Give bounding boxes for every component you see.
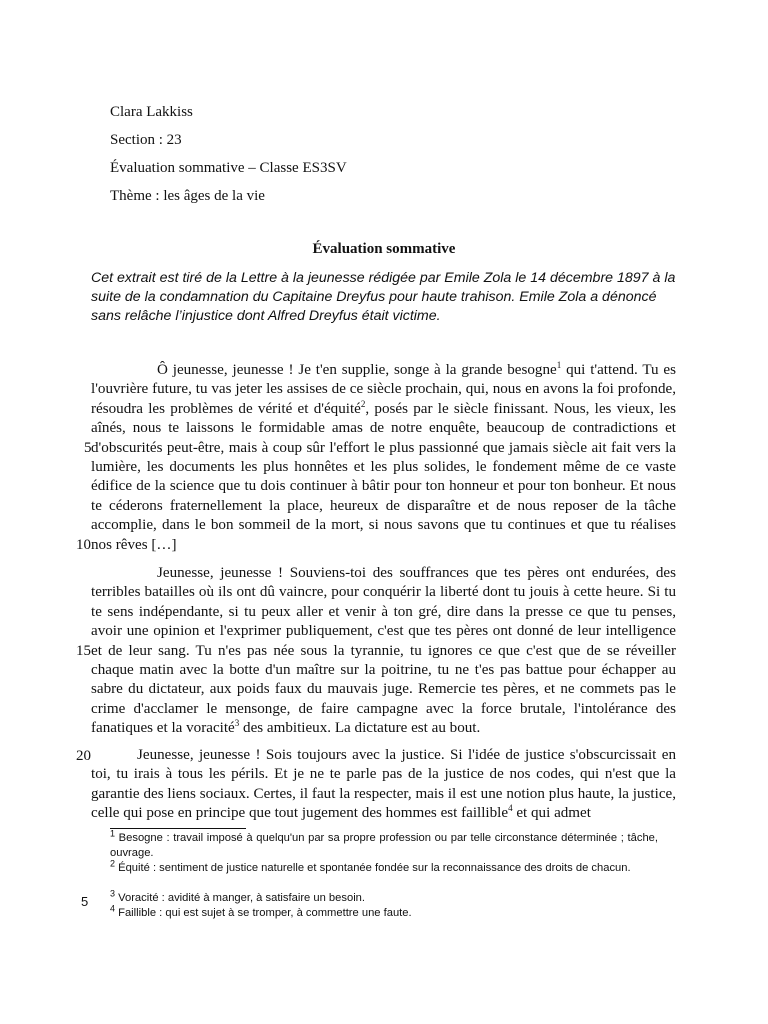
footnote-ref-1: 1 bbox=[556, 359, 562, 370]
p2-text-a: Jeunesse, jeunesse ! Souviens-toi des souffrances que tes pères ont endurées, des terribles batailles où ils ont dû vaincre, pour conquérir la liberté dont tu jouis à cette heure. Si tu te sens indépendante, si tu peux aller et venir à ton gré, dire dans la presse ce que tu penses, avoir une opinion et l'exprimer publiquement, c'est que tes pères ont donné de leur intelligence et de leur sang. Tu n'es pas née sous la tyrannie, tu ignores ce que c'est que de se réveiller chaque matin avec la botte d'un maître sur la poitrine, tu ne t'es pas battue pour échapper au sabre du dictateur, aux poids faux du mauvais juge. Remercie tes pères, et ne commets pas le crime d'acclamer le mensonge, de faire campagne avec la force brutale, l'intolérance des fanatiques et la voracité bbox=[91, 565, 676, 737]
p1-text-b: qui t'attend. Tu es l'ouvrière future, tu vas jeter les assises de ce siècle prochain, qui, nous en avons la foi profonde, résoudra les problèmes de vérité et d'équité bbox=[91, 362, 676, 417]
footnote-3: $^3$ Voracité : avidité à manger, à satisfaire un besoin. bbox=[110, 888, 366, 904]
paragraph-1 bbox=[91, 361, 676, 555]
theme-label: Thème : les âges de la vie bbox=[110, 188, 265, 204]
page-title: Évaluation sommative bbox=[312, 241, 456, 257]
footnote-4: $^4$ Faillible : qui est sujet à se tromper, à commettre une faute. bbox=[110, 903, 412, 919]
p1-text-c: , posés par le siècle finissant. Nous, les vieux, les aînés, nous te laissons le formidable amas de notre enquête, beaucoup de contradictions et d'obscurités peut-être, mais à coup sûr l'effort le plus passionné que jamais siècle ait fait vers la lumière, les documents les plus honnêtes et les plus solides, le fondement même de ce vaste édifice de la science que tu dois continuer à bâtir pour ton honneur et pour ton bonheur. Et nous te céderons fraternellement la place, heureux de disparaître et de nous reposer de la tâche accomplie, dans le bon sommeil de la mort, si nous savons que tu continues et que tu réalises nos rêves […] bbox=[91, 400, 677, 553]
p1-text-a: Ô jeunesse, jeunesse ! Je t'en supplie, songe à la grande besogne bbox=[157, 362, 557, 378]
footnote-ref-2: 2 bbox=[360, 398, 366, 409]
intro-text: Cet extrait est tiré de la Lettre à la jeunesse rédigée par Emile Zola le 14 décembre 1897 à la suite de la condamnation du Capitaine Dreyfus pour haute trahison. Emile Zola a dénoncé sans relâche l’injustice dont Alfred Dreyfus était victime. bbox=[91, 270, 676, 324]
line-number-15: 15 bbox=[76, 643, 91, 659]
student-name: Clara Lakkiss bbox=[110, 104, 193, 120]
paragraph-2 bbox=[91, 564, 676, 739]
evaluation-label: Évaluation sommative – Classe ES3SV bbox=[110, 160, 347, 176]
footnote-line-number-5: 5 bbox=[81, 894, 89, 909]
section-label: Section : 23 bbox=[110, 132, 182, 148]
p2-text-b: des ambitieux. La dictature est au bout. bbox=[239, 720, 481, 737]
line-number-5: 5 bbox=[84, 440, 92, 456]
footnote-1: $^1$ Besogne : travail imposé à quelqu'un par sa propre profession ou par telle circonstance déterminée ; tâche, ouvrage. bbox=[110, 828, 658, 859]
footnote-2: $^2$ Équité : sentiment de justice naturelle et spontanée fondée sur la reconnaissance des droits de chacun. bbox=[110, 858, 631, 874]
footnote-ref-3: 3 bbox=[234, 718, 240, 729]
paragraph-3 bbox=[91, 746, 676, 824]
line-number-10: 10 bbox=[76, 537, 91, 553]
line-number-20: 20 bbox=[76, 748, 91, 764]
footnote-separator bbox=[110, 828, 246, 829]
p3-text-a: Jeunesse, jeunesse ! Sois toujours avec la justice. Si l'idée de justice s'obscurcissait en toi, tu irais à tous les périls. Et je ne te parle pas de la justice de nos codes, qui n'est que la garantie des liens sociaux. Certes, il faut la respecter, mais il est une notion plus haute, la justice, celle qui pose en principe que tout jugement des hommes est faillible bbox=[91, 747, 676, 822]
footnote-ref-4: 4 bbox=[508, 803, 513, 814]
p3-text-b: et qui admet bbox=[512, 805, 591, 822]
